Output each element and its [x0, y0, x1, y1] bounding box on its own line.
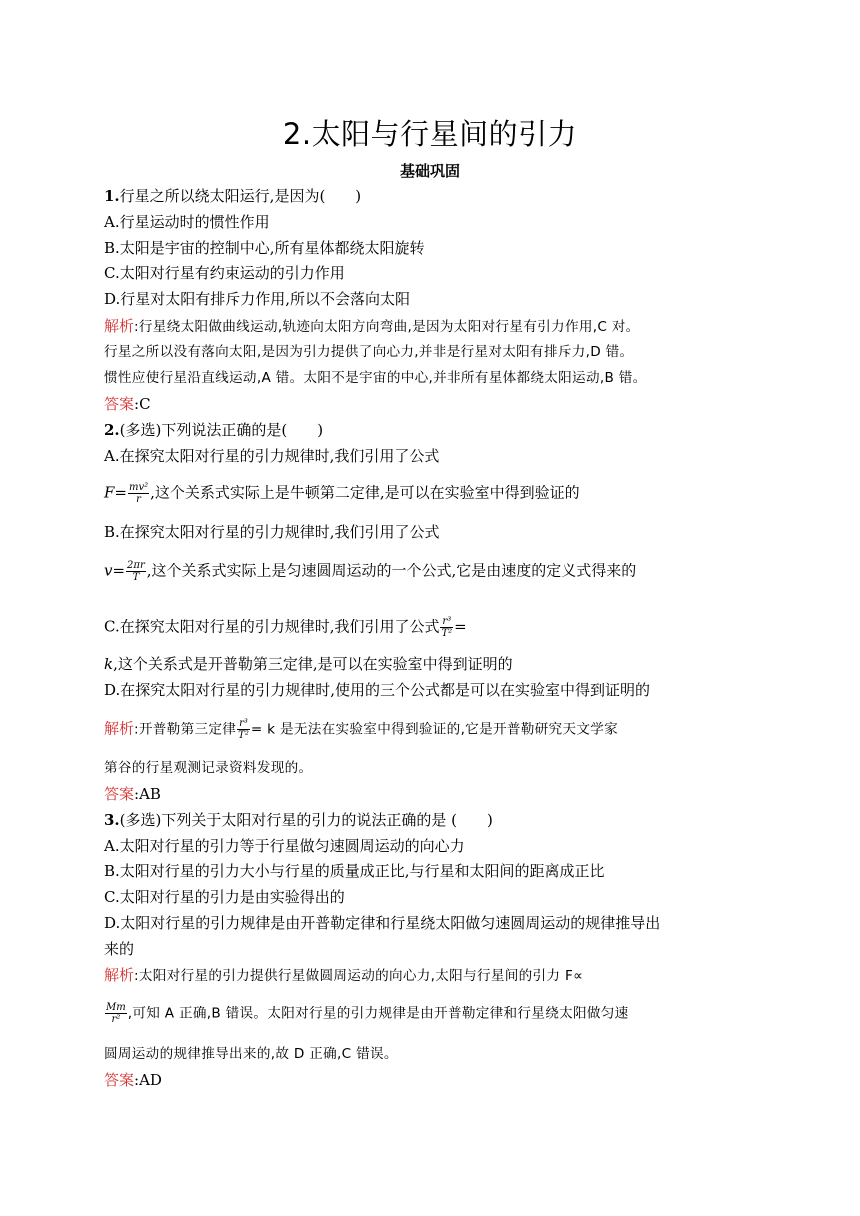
q3-option-a: A.太阳对行星的引力等于行星做匀速圆周运动的向心力	[104, 837, 465, 855]
q2-option-c-line-1: C.在探究太阳对行星的引力规律时,我们引用了公式 $\frac{\text{r³}}{\text{T²}}$ =	[104, 616, 467, 639]
q3-option-d-line-1: D.太阳对行星的引力规律是由开普勒定律和行星绕太阳做匀速圆周运动的规律推导出	[104, 914, 661, 932]
q1-analysis-line-1: 解析:行星绕太阳做曲线运动,轨迹向太阳方向弯曲,是因为太阳对行星有引力作用,C 对。	[104, 317, 640, 335]
q1-analysis-line-2: 行星之所以没有落向太阳,是因为引力提供了向心力,并非是行星对太阳有排斥力,D 错。	[104, 344, 634, 360]
q3-analysis-line-1: 解析:太阳对行星的引力提供行星做圆周运动的向心力,太阳与行星间的引力 F∝	[104, 966, 584, 984]
q2-option-d: D.在探究太阳对行星的引力规律时,使用的三个公式都是可以在实验室中得到证明的	[104, 681, 651, 699]
formula-fraction: $\frac{\text{r³}}{\text{T²}}$	[441, 616, 453, 639]
q3-option-b: B.太阳对行星的引力大小与行星的质量成正比,与行星和太阳间的距离成正比	[104, 862, 605, 880]
q2-option-c-line-2: k,这个关系式是开普勒第三定律,是可以在实验室中得到证明的	[104, 655, 513, 673]
q3-analysis-line-3: 圆周运动的规律推导出来的,故 D 正确,C 错误。	[104, 1046, 398, 1062]
q2-option-b-line-1: B.在探究太阳对行星的引力规律时,我们引用了公式	[104, 523, 440, 541]
section-heading: 基础巩固	[399, 162, 460, 180]
formula-fraction: $\frac{\text{r³}}{\text{T²}}$	[238, 718, 249, 741]
formula-fraction: $\frac{2\pi r}{T}$	[127, 560, 145, 583]
q3-option-d-line-2: 来的	[104, 940, 135, 958]
q1-option-c: C.太阳对行星有约束运动的引力作用	[104, 264, 345, 282]
q2-answer: 答案:AB	[104, 785, 161, 803]
analysis-label: 解析	[104, 317, 135, 335]
question-1-stem: 1.行星之所以绕太阳运行,是因为( )	[104, 187, 362, 205]
q3-option-c: C.太阳对行星的引力是由实验得出的	[104, 888, 345, 906]
q2-option-a-line-1: A.在探究太阳对行星的引力规律时,我们引用了公式	[104, 447, 440, 465]
q3-answer: 答案:AD	[104, 1071, 162, 1089]
q1-option-a: A.行星运动时的惯性作用	[104, 213, 270, 231]
q2-option-b-line-2: v= $\frac{2\pi r}{T}$ ,这个关系式实际上是匀速圆周运动的一个公式,它是由速度的定义式得来的	[104, 560, 637, 583]
q1-answer: 答案:C	[104, 395, 151, 413]
page-title: 2.太阳与行星间的引力	[282, 117, 578, 151]
answer-label: 答案	[104, 1071, 135, 1089]
answer-label: 答案	[104, 395, 135, 413]
q2-analysis-line-1: 解析:开普勒第三定律 $\frac{\text{r³}}{\text{T²}}$ = k 是无法在实验室中得到验证的,它是开普勒研究天文学家	[104, 718, 619, 741]
formula-fraction: $\frac{Mm}{\text{r²}}$	[106, 1002, 126, 1025]
q1-analysis-line-3: 惯性应使行星沿直线运动,A 错。太阳不是宇宙的中心,并非所有星体都绕太阳运动,B 错。	[104, 370, 647, 386]
question-2-stem: 2.(多选)下列说法正确的是( )	[104, 421, 324, 439]
answer-label: 答案	[104, 785, 135, 803]
q2-option-a-line-2: F= $\frac{\text{mv²}}{r}$ ,这个关系式实际上是牛顿第二定律,是可以在实验室中得到验证的	[104, 482, 580, 505]
question-3-stem: 3.(多选)下列关于太阳对行星的引力的说法正确的是 ( )	[104, 811, 493, 829]
q3-analysis-line-2: $\frac{Mm}{\text{r²}}$ ,可知 A 正确,B 错误。太阳对行星的引力规律是由开普勒定律和行星绕太阳做匀速	[106, 1002, 629, 1025]
formula-fraction: $\frac{\text{mv²}}{r}$	[128, 482, 149, 505]
q1-option-b: B.太阳是宇宙的控制中心,所有星体都绕太阳旋转	[104, 239, 425, 257]
analysis-label: 解析	[104, 966, 135, 984]
analysis-label: 解析	[104, 719, 135, 738]
q1-option-d: D.行星对太阳有排斥力作用,所以不会落向太阳	[104, 290, 411, 308]
q2-analysis-line-2: 第谷的行星观测记录资料发现的。	[104, 760, 313, 776]
